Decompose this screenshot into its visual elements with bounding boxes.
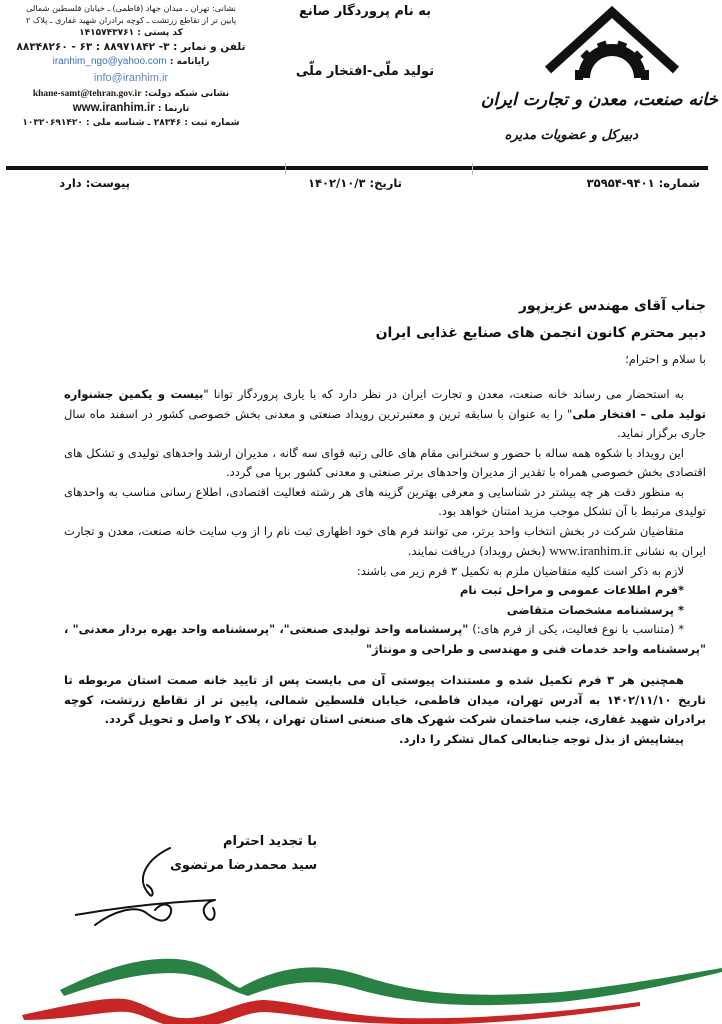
letter-number-label: شماره: (658, 176, 700, 190)
address-line-2: پایین تر از تقاطع زرتشت ـ کوچه برادران شهید غفاری ـ پلاک ۲ (25, 15, 237, 25)
website-row (6, 101, 256, 116)
phone-row (6, 40, 256, 55)
organization-name: خانه صنعت، معدن و تجارت ایران (480, 90, 718, 110)
form-list-item: * پرسشنامه مشخصات متقاضی (506, 602, 684, 617)
attachment-value: دارد (59, 176, 82, 190)
header-separator (472, 163, 473, 175)
gov-email-link[interactable]: khane-samt@tehran.gov.ir (32, 89, 142, 99)
festival-name: بیست و یکمین جشنواره تولید ملی – افتخار ملی (64, 387, 706, 421)
greeting: با سلام و احترام؛ (625, 352, 706, 366)
email-link[interactable]: iranhim_ngo@yahoo.com (52, 56, 167, 67)
body-paragraph: پیشاپیش از بذل توجه جنابعالی کمال تشکر را دارد. (399, 731, 684, 746)
addressee (376, 293, 706, 347)
paragraph-text: (بخش رویداد) دریافت نمایند. (407, 544, 546, 558)
motto: به نام پروردگار صانع (299, 4, 431, 19)
postal-code-label: کد پستی : (137, 28, 183, 38)
addressee-name: جناب آقای مهندس عزیزپور (518, 298, 706, 314)
paragraph-text: به استحضار می رساند خانه صنعت، معدن و تجارت ایران در نظر دارد که با یاری پروردگار توانا " (203, 387, 684, 401)
body-paragraph: لازم به ذکر است کلیه متقاضیان ملزم به تکمیل ۳ فرم زیر می باشند: (356, 563, 684, 578)
letter-body (64, 385, 706, 749)
address-line-1: نشانی: تهران ـ میدان جهاد (فاطمی) ـ خیابان فلسطین شمالی (26, 3, 236, 13)
letter-date (308, 176, 402, 190)
body-paragraph: این رویداد با شکوه همه ساله با حضور و سخنرانی مقام های عالی رتبه قوای سه گانه ، مدیران ارشد واحدهای تولیدی و تشکل های اقتصادی بخش خصوصی همراه با تقدیر از مدیران واحدهای برتر صنعتی و معدنی کشور برپا می گردد. (64, 445, 706, 479)
form-list-item: *فرم اطلاعات عمومی و مراحل ثبت نام (459, 583, 684, 597)
form-names: "پرسشنامه واحد تولیدی صنعتی"، "پرسشنامه واحد بهره بردار معدنی" ، "پرسشنامه واحد خدمات فنی و مهندسی و طراحی و مونتاژ" (64, 622, 706, 656)
house-gear-logo-icon (542, 6, 682, 86)
body-paragraph (64, 385, 706, 444)
letter-number (587, 176, 700, 190)
department-name: دبیرکل و عضویات مدیره (504, 128, 638, 143)
body-paragraph: به منظور دقت هر چه بیشتر در شناسایی و معرفی بهترین گزینه های هر رشته فعالیت اقتصادی، اطلاع رسانی مناسب به واحدهای تولیدی مرتبط با آن تشکل موجب مزید امتنان خواهد بود. (64, 484, 706, 518)
signature-closing: با تجدید احترام (222, 834, 318, 849)
addressee-title: دبیر محترم کانون انجمن های صنایع غذایی ایران (375, 325, 706, 341)
email-link-2[interactable]: info@iranhim.ir (93, 72, 169, 84)
letter-number-value: ۹۴۰۱-۳۵۹۵۴ (586, 176, 655, 190)
gov-email-row (6, 87, 256, 101)
registration-info: شماره ثبت : ۲۸۳۴۶ ـ شناسه ملی : ۱۰۳۲۰۶۹۱۴۲۰ (22, 118, 240, 128)
paragraph-text: متقاضیان شرکت در بخش انتخاب واحد برتر، می توانند فرم های خود اظهاری ثبت نام را از وب سایت خانه صنعت، معدن و تجارت ایران به نشانی (64, 523, 706, 558)
slogan: تولید ملّی-افتخار ملّی (295, 64, 435, 79)
email-label: رایانامه : (169, 57, 210, 67)
letter-date-value: ۱۴۰۲/۱۰/۳ (307, 176, 366, 190)
body-paragraph: همچنین هر ۳ فرم تکمیل شده و مستندات پیوستی آن می بایست پس از تایید خانه صمت استان مربوطه تا تاریخ ۱۴۰۲/۱۱/۱۰ به آدرس تهران، میدان فاطمی، خیابان فلسطین شمالی، پایین تر از تقاطع زرتشت، کوچه برادران شهید غفاری، جنب ساختمان شرکت شهرک های صنعتی استان تهران ، پلاک ۲ واصل و تحویل گردد. (64, 673, 706, 726)
website-label: تارنما : (157, 104, 190, 114)
green-stroke (60, 959, 722, 1005)
flag-brush-strokes-decoration (0, 920, 722, 1024)
website-link[interactable]: www.iranhim.ir (72, 102, 155, 114)
body-paragraph (64, 522, 706, 562)
postal-code: ۱۴۱۵۷۴۳۷۶۱ (79, 28, 135, 38)
contact-block (6, 2, 256, 130)
signature-block (170, 830, 317, 878)
header-divider (6, 166, 708, 170)
paragraph-text: " را به عنوان با سابقه ترین و معتبرترین رویداد صنعتی و معدنی بخش خصوصی کشور در اسفند ماه سال جاری برگزار نماید. (64, 406, 706, 440)
signatory-name: سید محمدرضا مرتضوی (170, 858, 318, 873)
header-separator (285, 163, 286, 175)
website-link[interactable]: www.iranhim.ir (549, 543, 632, 558)
form-list-item (64, 620, 706, 659)
organization-logo (480, 4, 722, 160)
letter-date-label: تاریخ: (369, 176, 402, 190)
phone-label: تلفن و نمابر : (173, 41, 246, 53)
postal-code-row (6, 26, 256, 40)
email-row (6, 55, 256, 69)
gov-email-label: نشانی شبکه دولت: (144, 89, 230, 99)
attachment (59, 176, 130, 190)
paragraph-text: * (متناسب با نوع فعالیت، یکی از فرم های:) (472, 622, 685, 636)
phone-number: ۳- ۸۸۹۷۱۸۴۲ : ۶۳ - ۸۸۳۴۸۲۶۰ (16, 41, 170, 53)
attachment-label: پیوست: (85, 176, 130, 190)
